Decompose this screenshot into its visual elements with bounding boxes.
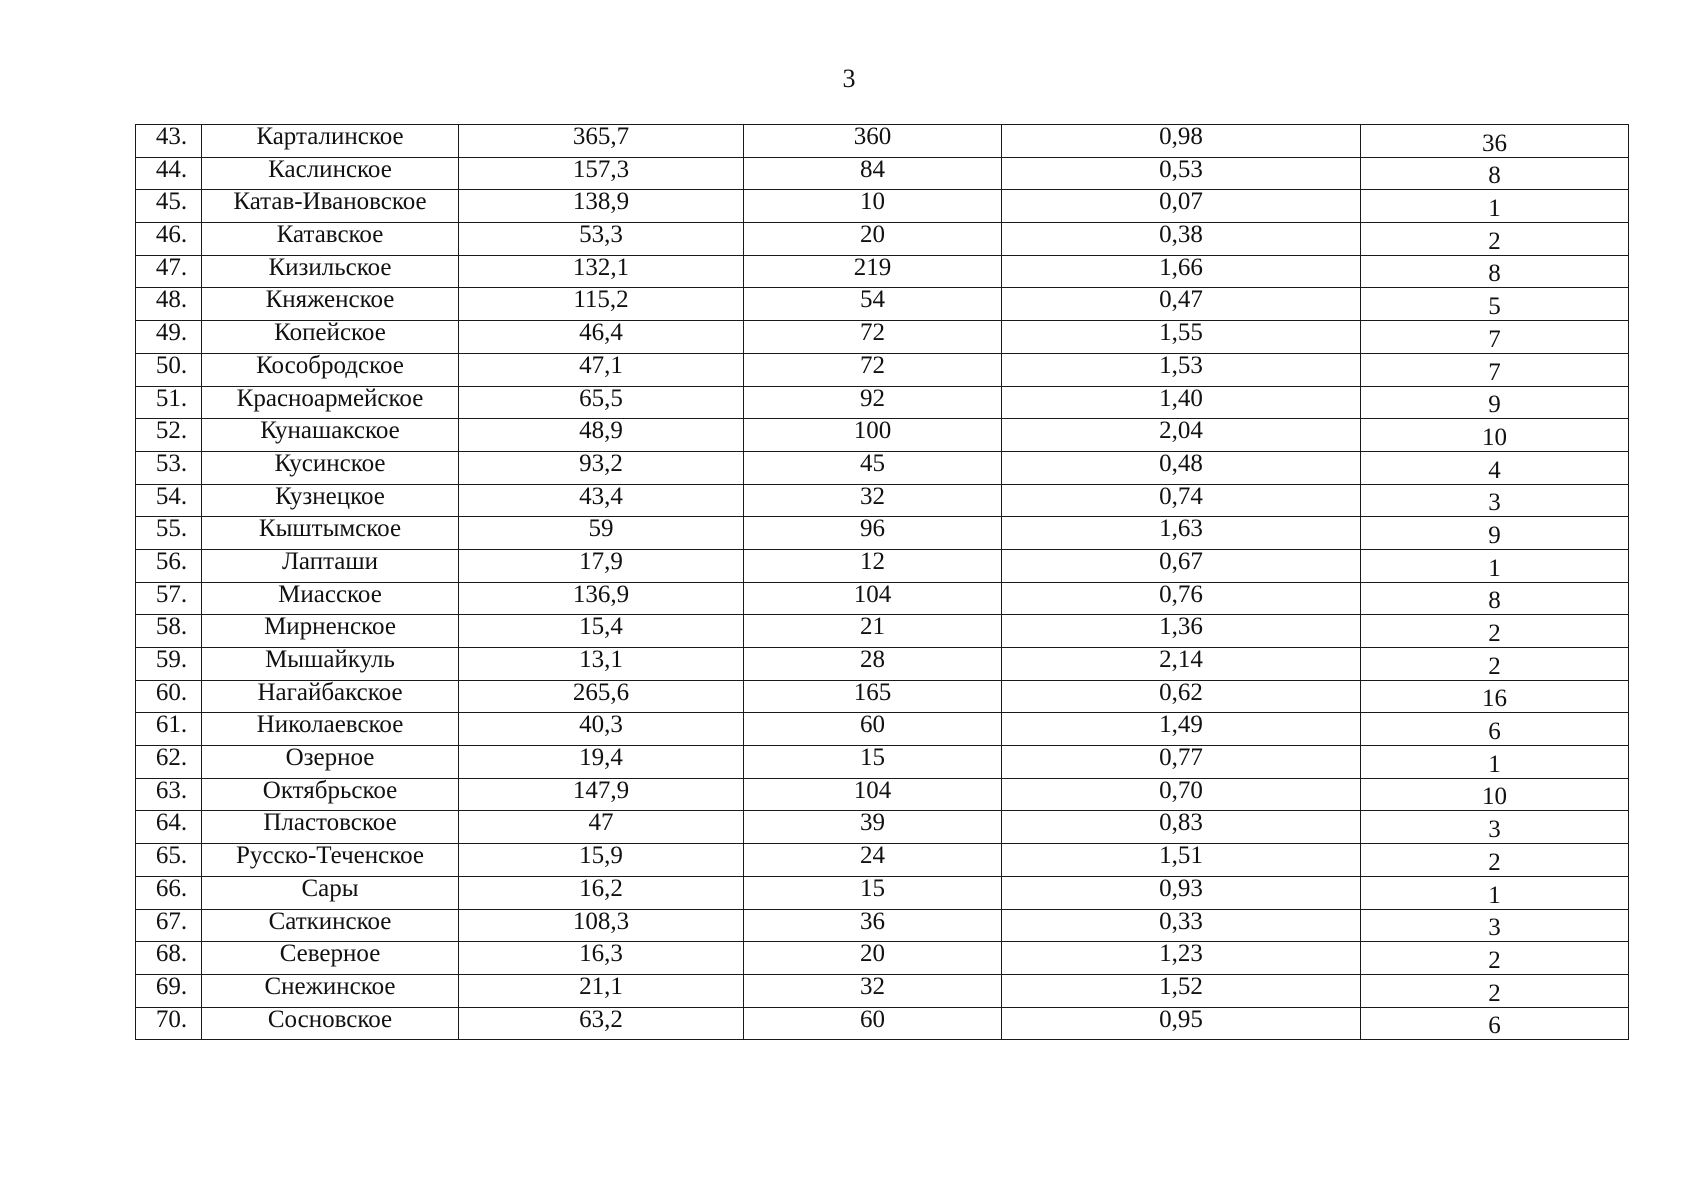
ratio-cell: 0,98 — [1002, 125, 1361, 158]
value2-cell: 32 — [744, 974, 1002, 1007]
ratio-cell: 0,74 — [1002, 484, 1361, 517]
table-row — [136, 190, 1629, 223]
ratio-cell: 0,67 — [1002, 549, 1361, 582]
row-number-cell: 58. — [136, 615, 202, 648]
value1-cell: 13,1 — [459, 648, 744, 681]
table-body — [136, 125, 1629, 1040]
name-cell: Миасское — [202, 582, 459, 615]
value1-cell: 93,2 — [459, 451, 744, 484]
table-row — [136, 778, 1629, 811]
name-cell: Мышайкуль — [202, 648, 459, 681]
value1-cell: 47,1 — [459, 353, 744, 386]
value2-cell: 36 — [744, 909, 1002, 942]
value1-cell: 157,3 — [459, 157, 744, 190]
name-cell: Сосновское — [202, 1007, 459, 1040]
count-cell: 5 — [1361, 288, 1629, 321]
table-row — [136, 680, 1629, 713]
value2-cell: 96 — [744, 517, 1002, 550]
value1-cell: 59 — [459, 517, 744, 550]
table-row — [136, 386, 1629, 419]
data-table — [135, 124, 1629, 1040]
table-row — [136, 157, 1629, 190]
name-cell: Копейское — [202, 321, 459, 354]
name-cell: Красноармейское — [202, 386, 459, 419]
row-number-cell: 64. — [136, 811, 202, 844]
count-cell: 7 — [1361, 353, 1629, 386]
table-row — [136, 615, 1629, 648]
name-cell: Кузнецкое — [202, 484, 459, 517]
name-cell: Северное — [202, 942, 459, 975]
value2-cell: 360 — [744, 125, 1002, 158]
value2-cell: 60 — [744, 1007, 1002, 1040]
ratio-cell: 1,53 — [1002, 353, 1361, 386]
count-cell: 2 — [1361, 648, 1629, 681]
ratio-cell: 1,40 — [1002, 386, 1361, 419]
name-cell: Кыштымское — [202, 517, 459, 550]
table-row — [136, 419, 1629, 452]
table-row — [136, 125, 1629, 158]
row-number-cell: 67. — [136, 909, 202, 942]
value1-cell: 16,3 — [459, 942, 744, 975]
table-row — [136, 811, 1629, 844]
name-cell: Озерное — [202, 746, 459, 779]
ratio-cell: 1,51 — [1002, 844, 1361, 877]
value2-cell: 60 — [744, 713, 1002, 746]
ratio-cell: 0,77 — [1002, 746, 1361, 779]
ratio-cell: 1,66 — [1002, 255, 1361, 288]
count-cell: 8 — [1361, 582, 1629, 615]
ratio-cell: 1,23 — [1002, 942, 1361, 975]
row-number-cell: 48. — [136, 288, 202, 321]
count-cell: 2 — [1361, 942, 1629, 975]
name-cell: Николаевское — [202, 713, 459, 746]
value1-cell: 265,6 — [459, 680, 744, 713]
ratio-cell: 0,83 — [1002, 811, 1361, 844]
value2-cell: 104 — [744, 778, 1002, 811]
ratio-cell: 1,63 — [1002, 517, 1361, 550]
row-number-cell: 59. — [136, 648, 202, 681]
table-row — [136, 648, 1629, 681]
value1-cell: 53,3 — [459, 223, 744, 256]
row-number-cell: 61. — [136, 713, 202, 746]
value1-cell: 43,4 — [459, 484, 744, 517]
ratio-cell: 0,47 — [1002, 288, 1361, 321]
value2-cell: 21 — [744, 615, 1002, 648]
row-number-cell: 57. — [136, 582, 202, 615]
value1-cell: 48,9 — [459, 419, 744, 452]
ratio-cell: 0,62 — [1002, 680, 1361, 713]
ratio-cell: 2,14 — [1002, 648, 1361, 681]
value2-cell: 165 — [744, 680, 1002, 713]
ratio-cell: 0,33 — [1002, 909, 1361, 942]
table-row — [136, 288, 1629, 321]
value1-cell: 15,4 — [459, 615, 744, 648]
value1-cell: 365,7 — [459, 125, 744, 158]
ratio-cell: 0,38 — [1002, 223, 1361, 256]
value2-cell: 10 — [744, 190, 1002, 223]
ratio-cell: 0,70 — [1002, 778, 1361, 811]
row-number-cell: 47. — [136, 255, 202, 288]
row-number-cell: 51. — [136, 386, 202, 419]
row-number-cell: 43. — [136, 125, 202, 158]
value2-cell: 219 — [744, 255, 1002, 288]
table-row — [136, 942, 1629, 975]
row-number-cell: 62. — [136, 746, 202, 779]
count-cell: 2 — [1361, 223, 1629, 256]
name-cell: Катав-Ивановское — [202, 190, 459, 223]
name-cell: Снежинское — [202, 974, 459, 1007]
value2-cell: 84 — [744, 157, 1002, 190]
ratio-cell: 1,55 — [1002, 321, 1361, 354]
table-row — [136, 876, 1629, 909]
count-cell: 8 — [1361, 255, 1629, 288]
row-number-cell: 45. — [136, 190, 202, 223]
row-number-cell: 55. — [136, 517, 202, 550]
count-cell: 10 — [1361, 778, 1629, 811]
ratio-cell: 1,36 — [1002, 615, 1361, 648]
table-row — [136, 517, 1629, 550]
name-cell: Кособродское — [202, 353, 459, 386]
count-cell: 2 — [1361, 615, 1629, 648]
value2-cell: 15 — [744, 876, 1002, 909]
count-cell: 1 — [1361, 876, 1629, 909]
value2-cell: 20 — [744, 223, 1002, 256]
value2-cell: 100 — [744, 419, 1002, 452]
count-cell: 7 — [1361, 321, 1629, 354]
table-row — [136, 582, 1629, 615]
table-row — [136, 1007, 1629, 1040]
table-row — [136, 549, 1629, 582]
table-row — [136, 484, 1629, 517]
name-cell: Кунашакское — [202, 419, 459, 452]
name-cell: Каслинское — [202, 157, 459, 190]
value2-cell: 39 — [744, 811, 1002, 844]
value2-cell: 12 — [744, 549, 1002, 582]
name-cell: Лапташи — [202, 549, 459, 582]
table-row — [136, 321, 1629, 354]
count-cell: 6 — [1361, 1007, 1629, 1040]
value1-cell: 63,2 — [459, 1007, 744, 1040]
table-row — [136, 451, 1629, 484]
ratio-cell: 0,48 — [1002, 451, 1361, 484]
count-cell: 9 — [1361, 386, 1629, 419]
value1-cell: 16,2 — [459, 876, 744, 909]
value1-cell: 115,2 — [459, 288, 744, 321]
name-cell: Карталинское — [202, 125, 459, 158]
row-number-cell: 63. — [136, 778, 202, 811]
row-number-cell: 70. — [136, 1007, 202, 1040]
name-cell: Пластовское — [202, 811, 459, 844]
name-cell: Нагайбакское — [202, 680, 459, 713]
count-cell: 1 — [1361, 746, 1629, 779]
value1-cell: 147,9 — [459, 778, 744, 811]
name-cell: Октябрьское — [202, 778, 459, 811]
value2-cell: 54 — [744, 288, 1002, 321]
value1-cell: 132,1 — [459, 255, 744, 288]
name-cell: Саткинское — [202, 909, 459, 942]
count-cell: 4 — [1361, 451, 1629, 484]
value1-cell: 46,4 — [459, 321, 744, 354]
row-number-cell: 66. — [136, 876, 202, 909]
value1-cell: 65,5 — [459, 386, 744, 419]
count-cell: 6 — [1361, 713, 1629, 746]
row-number-cell: 69. — [136, 974, 202, 1007]
name-cell: Кусинское — [202, 451, 459, 484]
row-number-cell: 60. — [136, 680, 202, 713]
table-row — [136, 909, 1629, 942]
ratio-cell: 0,76 — [1002, 582, 1361, 615]
count-cell: 8 — [1361, 157, 1629, 190]
name-cell: Княженское — [202, 288, 459, 321]
value2-cell: 92 — [744, 386, 1002, 419]
name-cell: Сары — [202, 876, 459, 909]
ratio-cell: 0,07 — [1002, 190, 1361, 223]
table-row — [136, 223, 1629, 256]
row-number-cell: 54. — [136, 484, 202, 517]
value2-cell: 72 — [744, 353, 1002, 386]
count-cell: 9 — [1361, 517, 1629, 550]
table-row — [136, 844, 1629, 877]
value2-cell: 24 — [744, 844, 1002, 877]
row-number-cell: 44. — [136, 157, 202, 190]
value2-cell: 28 — [744, 648, 1002, 681]
ratio-cell: 1,52 — [1002, 974, 1361, 1007]
ratio-cell: 0,93 — [1002, 876, 1361, 909]
value2-cell: 20 — [744, 942, 1002, 975]
ratio-cell: 0,53 — [1002, 157, 1361, 190]
row-number-cell: 50. — [136, 353, 202, 386]
count-cell: 2 — [1361, 974, 1629, 1007]
count-cell: 2 — [1361, 844, 1629, 877]
table-row — [136, 255, 1629, 288]
page-number: 3 — [842, 64, 856, 93]
value1-cell: 47 — [459, 811, 744, 844]
value1-cell: 21,1 — [459, 974, 744, 1007]
row-number-cell: 56. — [136, 549, 202, 582]
value2-cell: 45 — [744, 451, 1002, 484]
count-cell: 3 — [1361, 909, 1629, 942]
value1-cell: 136,9 — [459, 582, 744, 615]
row-number-cell: 68. — [136, 942, 202, 975]
value2-cell: 72 — [744, 321, 1002, 354]
count-cell: 1 — [1361, 549, 1629, 582]
count-cell: 3 — [1361, 811, 1629, 844]
table-row — [136, 353, 1629, 386]
name-cell: Русско-Теченское — [202, 844, 459, 877]
value1-cell: 138,9 — [459, 190, 744, 223]
value1-cell: 19,4 — [459, 746, 744, 779]
name-cell: Кизильское — [202, 255, 459, 288]
name-cell: Катавское — [202, 223, 459, 256]
ratio-cell: 2,04 — [1002, 419, 1361, 452]
count-cell: 16 — [1361, 680, 1629, 713]
row-number-cell: 52. — [136, 419, 202, 452]
name-cell: Мирненское — [202, 615, 459, 648]
value1-cell: 17,9 — [459, 549, 744, 582]
count-cell: 36 — [1361, 125, 1629, 158]
row-number-cell: 49. — [136, 321, 202, 354]
count-cell: 1 — [1361, 190, 1629, 223]
count-cell: 10 — [1361, 419, 1629, 452]
row-number-cell: 65. — [136, 844, 202, 877]
row-number-cell: 46. — [136, 223, 202, 256]
ratio-cell: 0,95 — [1002, 1007, 1361, 1040]
value2-cell: 32 — [744, 484, 1002, 517]
table-row — [136, 746, 1629, 779]
value1-cell: 40,3 — [459, 713, 744, 746]
table-row — [136, 713, 1629, 746]
count-cell: 3 — [1361, 484, 1629, 517]
value1-cell: 15,9 — [459, 844, 744, 877]
value2-cell: 104 — [744, 582, 1002, 615]
value1-cell: 108,3 — [459, 909, 744, 942]
table-row — [136, 974, 1629, 1007]
ratio-cell: 1,49 — [1002, 713, 1361, 746]
row-number-cell: 53. — [136, 451, 202, 484]
value2-cell: 15 — [744, 746, 1002, 779]
